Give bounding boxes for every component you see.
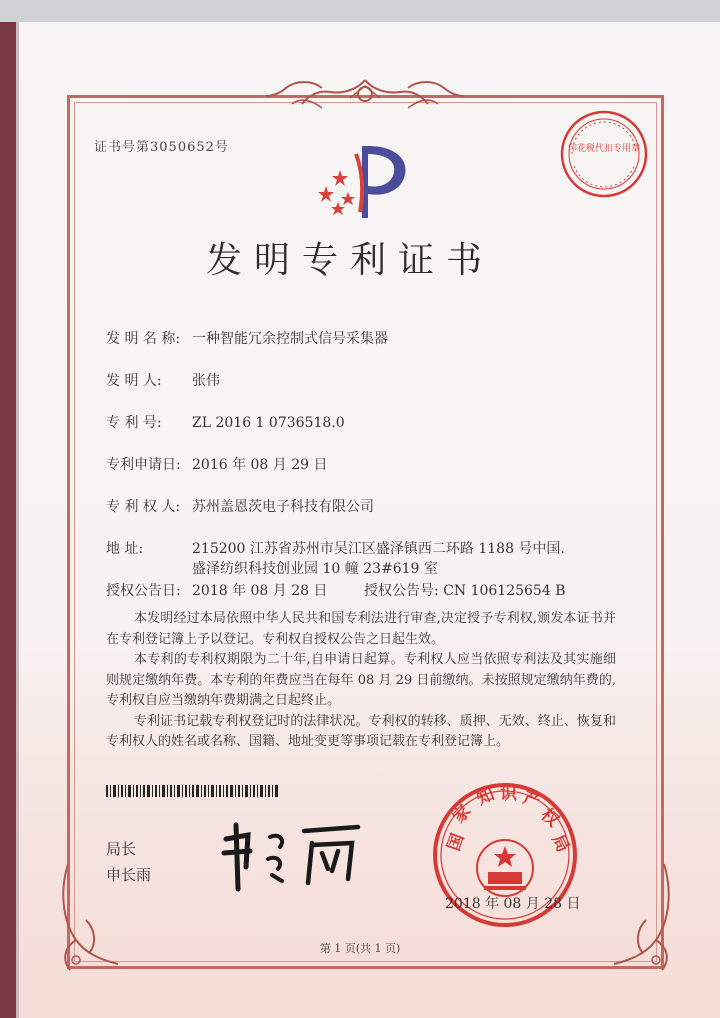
invention-name-value: 一种智能冗余控制式信号采集器 [192, 331, 388, 347]
director-signature [220, 815, 370, 895]
certificate-title: 发明专利证书 [205, 240, 494, 281]
grant-number-value: CN 106125654 B [443, 583, 566, 599]
svg-text:局: 局 [547, 831, 573, 856]
issue-date: 2018 年 08 月 28 日 [445, 896, 581, 912]
svg-text:国: 国 [443, 830, 469, 854]
grant-date-value: 2018 年 08 月 28 日 [192, 583, 328, 599]
svg-text:识: 识 [500, 784, 517, 804]
director-title: 局长 [106, 840, 137, 858]
filing-date-value: 2016 年 08 月 29 日 [192, 457, 328, 473]
body-paragraph: 本发明经过本局依照中华人民共和国专利法进行审查,决定授予专利权,颁发本证书并在专利登记簿上予以登记。专利权自授权公告之日起生效。 [106, 611, 616, 647]
body-paragraph: 专利证书记载专利权登记时的法律状况。专利权的转移、质押、无效、终止、恢复和专利权人的姓名或名称、国籍、地址变更等事项记载在专利登记簿上。 [106, 713, 616, 749]
scan-top-strip [0, 0, 720, 22]
corner-seal-text: 印花税代扣专用章 [567, 144, 641, 154]
certificate-number: 证书号第3050652号 [94, 140, 229, 155]
patent-number-label: 专 利 号: [106, 415, 162, 431]
svg-text:知: 知 [473, 784, 498, 810]
patent-number-value: ZL 2016 1 0736518.0 [192, 415, 345, 431]
sipo-logo-icon [318, 140, 418, 220]
director-name: 申长雨 [106, 866, 152, 884]
grant-date-row [106, 580, 328, 600]
address-label: 地 址: [106, 541, 144, 557]
inventor-label: 发 明 人: [106, 373, 162, 389]
patent-number-row [106, 412, 345, 432]
bottom-right-ornament [600, 860, 676, 978]
grant-number-label: 授权公告号: [364, 583, 439, 599]
address-line-2: 盛泽纺织科技创业园 10 幢 23#619 室 [192, 561, 438, 577]
grant-date-label: 授权公告日: [106, 583, 181, 599]
certificate-body [106, 609, 616, 753]
patentee-row [106, 496, 374, 516]
body-paragraph: 本专利的专利权期限为二十年,自申请日起算。专利权人应当依照专利法及其实施细则规定缴纳年费。本专利的年费应当在每年 08 月 29 日前缴纳。未按照规定缴纳年费的,专利权自应当缴纳年费期满之日起终止。 [106, 652, 616, 708]
patentee-label: 专 利 权 人: [106, 499, 181, 515]
inventor-row [106, 370, 220, 390]
svg-text:产: 产 [520, 787, 544, 813]
address-row [106, 538, 565, 558]
barcode [106, 785, 280, 797]
grant-number-row [364, 580, 566, 600]
patentee-value: 苏州盖恩茨电子科技有限公司 [192, 499, 374, 515]
svg-text:权: 权 [536, 804, 563, 832]
filing-date-label: 专利申请日: [106, 457, 181, 473]
invention-name-row [106, 328, 388, 348]
inventor-value: 张伟 [192, 373, 220, 389]
stamp-duty-seal [558, 108, 650, 200]
filing-date-row [106, 454, 328, 474]
top-ornament [262, 74, 468, 114]
page-number: 第 1 页(共 1 页) [319, 942, 401, 955]
address-line-1: 215200 江苏省苏州市吴江区盛泽镇西二环路 1188 号中国. [192, 541, 565, 557]
invention-name-label: 发 明 名 称: [106, 331, 181, 347]
svg-text:家: 家 [448, 801, 476, 828]
